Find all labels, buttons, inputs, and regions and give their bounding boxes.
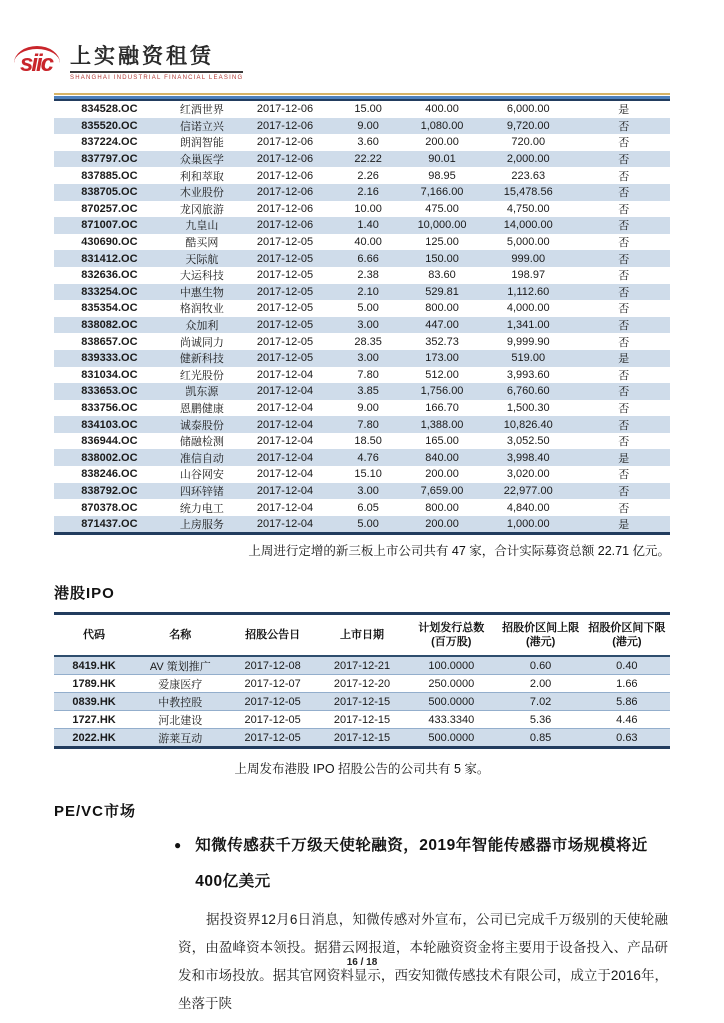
table-cell: 利和萃取 (179, 170, 224, 183)
table-cell: 3.60 (357, 136, 379, 149)
table-cell: 0.85 (497, 729, 583, 748)
table-cell: 22,977.00 (503, 484, 553, 497)
table-cell: 7.02 (497, 693, 583, 711)
table-cell: 大运科技 (179, 270, 224, 283)
table-cell: 4.46 (584, 711, 670, 729)
news-body-text: 据投资界12月6日消息，知微传感对外宣布，公司已完成千万级别的天使轮融资，由盈峰资本领投。据猎云网报道，本轮融资资金将主要用于设备投入、产品研发和市场投放。据其官网资料显示，西安知微传感技术有限公司，成立于2016年，坐落于陕 (178, 912, 668, 1012)
table-row (54, 100, 670, 118)
table-cell: 2017-12-04 (256, 484, 314, 497)
table-cell: 木业股份 (179, 187, 224, 200)
table-cell: 0839.HK (54, 693, 134, 711)
table-cell: 166.70 (425, 401, 459, 414)
table-cell: 200.00 (425, 468, 459, 481)
table-cell: 凯东源 (185, 386, 219, 399)
table-cell: 6,760.60 (506, 385, 550, 398)
table-cell: 爱康医疗 (134, 675, 226, 693)
table-cell: 3.00 (357, 484, 379, 497)
table-cell: 否 (618, 402, 630, 415)
table-row (54, 284, 670, 301)
table-cell: 中惠生物 (179, 286, 224, 299)
table-cell: 833653.OC (81, 385, 138, 398)
table-cell: 40.00 (354, 236, 382, 249)
table-cell: 834528.OC (81, 103, 138, 116)
logo-title: 上实融资租赁 (70, 46, 243, 73)
logo-subtitle: SHANGHAI INDUSTRIAL FINANCIAL LEASING (70, 75, 244, 81)
table-cell: 200.00 (425, 136, 459, 149)
table-cell: 198.97 (511, 269, 546, 282)
table-cell: 871437.OC (81, 518, 138, 531)
table-cell: 2017-12-04 (256, 435, 314, 448)
table-cell: 2017-12-06 (256, 202, 314, 215)
table-cell: 831034.OC (81, 368, 138, 381)
table-row (54, 167, 670, 184)
table-cell: 6,000.00 (506, 103, 550, 116)
table-cell: 否 (618, 469, 630, 482)
table-cell: 1727.HK (54, 711, 134, 729)
table-cell: 4,750.00 (506, 202, 550, 215)
table-cell: 3,020.00 (506, 468, 550, 481)
table-cell: 840.00 (425, 451, 459, 464)
table-cell: 447.00 (425, 319, 459, 332)
table-cell: 833756.OC (81, 401, 138, 414)
table-cell: 8419.HK (54, 656, 134, 675)
table-cell: 870257.OC (81, 202, 138, 215)
table-cell: 837885.OC (81, 169, 138, 182)
table-cell: 格润牧业 (179, 303, 224, 316)
table-cell: 3,052.50 (506, 435, 550, 448)
table-cell: 800.00 (425, 302, 459, 315)
table-cell: 529.81 (425, 285, 459, 298)
table-cell: 否 (618, 286, 630, 299)
table-cell: 0.63 (584, 729, 670, 748)
hk-ipo-table-header (54, 614, 670, 657)
table-cell: 2017-12-05 (256, 285, 314, 298)
table-cell: 835354.OC (81, 302, 138, 315)
section-heading-hk-ipo: 港股IPO (54, 585, 115, 603)
table-cell: 否 (618, 369, 630, 382)
table-cell: 否 (618, 154, 630, 167)
table-cell: 475.00 (425, 202, 459, 215)
table-cell: 165.00 (425, 435, 459, 448)
table-cell: 352.73 (425, 335, 459, 348)
column-header: 代码 (54, 614, 134, 657)
table-row (54, 516, 670, 534)
table-row (54, 416, 670, 433)
table-cell: 2017-12-06 (256, 103, 314, 116)
table-row (54, 483, 670, 500)
table-cell: 2017-12-06 (256, 219, 314, 232)
table-cell: 否 (618, 436, 630, 449)
table-cell: 中教控股 (134, 693, 226, 711)
table-cell: 2017-12-06 (256, 186, 314, 199)
table-cell: 98.95 (428, 169, 456, 182)
table-cell: 7,166.00 (420, 186, 464, 199)
table-cell: 1.40 (357, 219, 379, 232)
table-cell: 否 (618, 253, 630, 266)
table-cell: 2017-12-05 (256, 319, 314, 332)
table-cell: 6.66 (357, 252, 379, 265)
column-header: 上市日期 (319, 614, 405, 657)
table-cell: 250.0000 (405, 675, 497, 693)
page-number: 16 / 18 (346, 957, 378, 968)
table-cell: 朗润智能 (179, 137, 224, 150)
table-cell: 28.35 (354, 335, 382, 348)
table-cell: 统力电工 (179, 502, 224, 515)
table-cell: 健新科技 (179, 353, 224, 366)
table-cell: 7.80 (357, 418, 379, 431)
table-cell: 否 (618, 320, 630, 333)
table-cell: 山谷网安 (179, 469, 224, 482)
table-cell: 836944.OC (81, 435, 138, 448)
table-cell: 否 (618, 502, 630, 515)
table-cell: 7.80 (357, 368, 379, 381)
table-cell: 837224.OC (81, 136, 138, 149)
table-cell: 173.00 (425, 352, 459, 365)
neeq-summary-note: 上周进行定增的新三板上市公司共有 47 家，合计实际募资总额 22.71 亿元。 (248, 544, 670, 559)
table-cell: 2017-12-06 (256, 119, 314, 132)
table-row (54, 693, 670, 711)
table-cell: 837797.OC (81, 153, 138, 166)
table-row (54, 267, 670, 284)
table-cell: 否 (618, 137, 630, 150)
table-cell: 870378.OC (81, 501, 138, 514)
table-row (54, 711, 670, 729)
table-cell: 1,341.00 (506, 319, 550, 332)
table-row (54, 151, 670, 168)
table-cell: 2017-12-05 (256, 335, 314, 348)
table-cell: 5.36 (497, 711, 583, 729)
table-cell: 2017-12-04 (256, 468, 314, 481)
table-cell: 四环锌锗 (179, 485, 224, 498)
table-cell: 恩鹏健康 (179, 402, 224, 415)
table-cell: 430690.OC (81, 236, 138, 249)
table-cell: 是 (618, 452, 630, 465)
table-cell: 游莱互动 (134, 729, 226, 748)
table-cell: 否 (618, 187, 630, 200)
table-cell: 5.00 (357, 518, 379, 531)
table-cell: 9.00 (357, 119, 379, 132)
table-cell: 2017-12-05 (256, 252, 314, 265)
table-cell: 2017-12-15 (319, 729, 405, 748)
table-cell: 2017-12-05 (256, 236, 314, 249)
column-header: 招股价区间上限 (港元) (497, 614, 583, 657)
table-row (54, 433, 670, 450)
table-cell: 九皇山 (185, 220, 219, 233)
table-row (54, 250, 670, 267)
table-cell: 众巢医学 (179, 154, 224, 167)
table-cell: 2.10 (357, 285, 379, 298)
table-cell: 2017-12-04 (256, 518, 314, 531)
column-header: 招股公告日 (226, 614, 318, 657)
table-cell: 否 (618, 485, 630, 498)
neeq-placement-table (54, 99, 670, 535)
table-cell: 5.86 (584, 693, 670, 711)
table-cell: 9.00 (357, 401, 379, 414)
table-cell: 尚诚同力 (179, 336, 224, 349)
table-cell: 诚泰股份 (179, 419, 224, 432)
table-cell: 150.00 (425, 252, 459, 265)
table-cell: 832636.OC (81, 269, 138, 282)
table-cell: 2017-12-20 (319, 675, 405, 693)
table-cell: 否 (618, 237, 630, 250)
table-cell: 否 (618, 220, 630, 233)
table-row (54, 333, 670, 350)
table-cell: 838082.OC (81, 319, 138, 332)
column-header: 名称 (134, 614, 226, 657)
table-cell: 0.40 (584, 656, 670, 675)
table-cell: 2017-12-04 (256, 418, 314, 431)
table-cell: 838002.OC (81, 451, 138, 464)
table-cell: 2017-12-15 (319, 693, 405, 711)
table-cell: 18.50 (354, 435, 382, 448)
table-cell: 10,826.40 (503, 418, 553, 431)
table-cell: 2017-12-04 (256, 501, 314, 514)
table-row (54, 118, 670, 135)
table-cell: 河北建设 (134, 711, 226, 729)
table-row (54, 367, 670, 384)
table-row (54, 300, 670, 317)
table-cell: 2.26 (357, 169, 379, 182)
table-cell: 否 (618, 203, 630, 216)
table-cell: 否 (618, 170, 630, 183)
table-cell: 834103.OC (81, 418, 138, 431)
table-cell: 否 (618, 386, 630, 399)
table-cell: 2.16 (357, 186, 379, 199)
table-cell: 是 (618, 353, 630, 366)
table-cell: 83.60 (428, 269, 456, 282)
table-cell: 1,112.60 (507, 285, 550, 298)
table-cell: 2017-12-04 (256, 385, 314, 398)
table-row (54, 656, 670, 675)
table-cell: 2017-12-06 (256, 136, 314, 149)
table-cell: 1,388.00 (420, 418, 464, 431)
table-cell: 835520.OC (81, 119, 138, 132)
table-cell: 500.0000 (405, 693, 497, 711)
table-cell: 10,000.00 (417, 219, 467, 232)
table-cell: 125.00 (425, 236, 459, 249)
table-cell: 红光股份 (179, 369, 224, 382)
bullet-icon: ● (174, 838, 182, 853)
table-cell: 15.10 (354, 468, 382, 481)
table-row (54, 217, 670, 234)
table-cell: 999.00 (511, 252, 546, 265)
hk-ipo-summary-note: 上周发布港股 IPO 招股公告的公司共有 5 家。 (234, 762, 490, 777)
table-cell: 5,000.00 (506, 236, 550, 249)
table-cell: 龙冈旅游 (179, 203, 224, 216)
company-logo (0, 0, 724, 86)
table-cell: 2017-12-07 (226, 675, 318, 693)
table-cell: 3.00 (357, 319, 379, 332)
table-cell: 433.3340 (405, 711, 497, 729)
table-cell: 833254.OC (81, 285, 138, 298)
section-heading-pevc: PE/VC市场 (54, 803, 137, 821)
table-cell: 4.76 (357, 451, 379, 464)
table-cell: 2017-12-05 (226, 711, 318, 729)
column-header: 招股价区间下限 (港元) (584, 614, 670, 657)
table-cell: 839333.OC (81, 352, 138, 365)
table-cell: 否 (618, 336, 630, 349)
table-cell: 223.63 (511, 169, 546, 182)
table-cell: 0.60 (497, 656, 583, 675)
table-cell: 2017-12-04 (256, 401, 314, 414)
neeq-table-body (54, 100, 670, 534)
table-row (54, 134, 670, 151)
table-cell: 1789.HK (54, 675, 134, 693)
table-cell: 519.00 (511, 352, 546, 365)
table-cell: 储融检测 (179, 436, 224, 449)
table-cell: 4,000.00 (506, 302, 550, 315)
table-cell: 800.00 (425, 501, 459, 514)
table-cell: 众加利 (185, 320, 219, 333)
table-cell: 2017-12-15 (319, 711, 405, 729)
table-cell: 512.00 (425, 368, 459, 381)
table-cell: 1.66 (584, 675, 670, 693)
table-cell: 14,000.00 (503, 219, 553, 232)
table-cell: 9,999.90 (506, 335, 550, 348)
table-cell: 2017-12-05 (226, 729, 318, 748)
table-cell: 红酒世界 (179, 104, 224, 117)
table-row (54, 350, 670, 367)
table-cell: 3,998.40 (506, 451, 550, 464)
table-cell: 4,840.00 (506, 501, 550, 514)
table-cell: 838792.OC (81, 484, 138, 497)
table-cell: 上房服务 (179, 519, 224, 532)
siic-logo-icon: siic (18, 52, 62, 76)
table-cell: 1,500.30 (506, 401, 550, 414)
table-cell: 3.85 (357, 385, 379, 398)
table-row (54, 729, 670, 748)
table-cell: 酷买网 (185, 237, 219, 250)
table-cell: 3,993.60 (506, 368, 550, 381)
table-cell: 否 (618, 270, 630, 283)
table-row (54, 449, 670, 466)
table-cell: 2017-12-06 (256, 169, 314, 182)
table-cell: 天际航 (185, 253, 219, 266)
table-cell: 90.01 (428, 153, 456, 166)
table-cell: 否 (618, 303, 630, 316)
table-cell: 2017-12-05 (256, 302, 314, 315)
hk-ipo-table (54, 612, 670, 749)
table-cell: 否 (618, 419, 630, 432)
news-bullet-item (174, 828, 670, 900)
table-cell: 2017-12-04 (256, 451, 314, 464)
table-cell: 准信自动 (179, 452, 224, 465)
table-cell: 15.00 (354, 103, 382, 116)
table-cell: 2.00 (497, 675, 583, 693)
table-cell: 100.0000 (405, 656, 497, 675)
table-cell: 1,000.00 (506, 518, 550, 531)
table-row (54, 466, 670, 483)
table-cell: 6.05 (357, 501, 379, 514)
table-cell: 2017-12-05 (256, 352, 314, 365)
table-row (54, 675, 670, 693)
table-cell: 7,659.00 (420, 484, 464, 497)
table-cell: 838246.OC (81, 468, 138, 481)
table-cell: 1,080.00 (420, 119, 464, 132)
table-cell: 500.0000 (405, 729, 497, 748)
table-cell: 22.22 (354, 153, 382, 166)
table-cell: 5.00 (357, 302, 379, 315)
table-cell: 400.00 (425, 103, 459, 116)
table-cell: 200.00 (425, 518, 459, 531)
logo-text (70, 46, 243, 81)
table-cell: 2017-12-05 (256, 269, 314, 282)
table-cell: 1,756.00 (420, 385, 464, 398)
table-row (54, 184, 670, 201)
table-cell: 否 (618, 120, 630, 133)
table-cell: 2022.HK (54, 729, 134, 748)
table-cell: 871007.OC (81, 219, 138, 232)
table-cell: 720.00 (511, 136, 546, 149)
table-cell: 10.00 (354, 202, 382, 215)
table-cell: 是 (618, 104, 630, 117)
column-header: 计划发行总数 (百万股) (405, 614, 497, 657)
table-cell: 2017-12-21 (319, 656, 405, 675)
table-cell: 9,720.00 (506, 119, 550, 132)
table-cell: 2017-12-08 (226, 656, 318, 675)
table-row (54, 201, 670, 218)
hk-ipo-table-body (54, 656, 670, 748)
table-cell: 是 (618, 519, 630, 532)
table-cell: 2017-12-06 (256, 153, 314, 166)
table-row (54, 383, 670, 400)
table-row (54, 317, 670, 334)
table-row (54, 234, 670, 251)
table-row (54, 499, 670, 516)
table-cell: 2,000.00 (506, 153, 550, 166)
table-cell: 838705.OC (81, 186, 138, 199)
table-cell: 信诺立兴 (179, 120, 224, 133)
table-cell: 3.00 (357, 352, 379, 365)
table-cell: 2017-12-05 (226, 693, 318, 711)
table-cell: 15,478.56 (503, 186, 553, 199)
news-headline: 知微传感获千万级天使轮融资，2019年智能传感器市场规模将近400亿美元 (195, 837, 648, 891)
table-cell: 831412.OC (81, 252, 138, 265)
table-cell: 2017-12-04 (256, 368, 314, 381)
table-cell: AV 策划推广 (134, 656, 226, 675)
table-row (54, 400, 670, 417)
table-cell: 838657.OC (81, 335, 138, 348)
table-cell: 2.38 (357, 269, 379, 282)
